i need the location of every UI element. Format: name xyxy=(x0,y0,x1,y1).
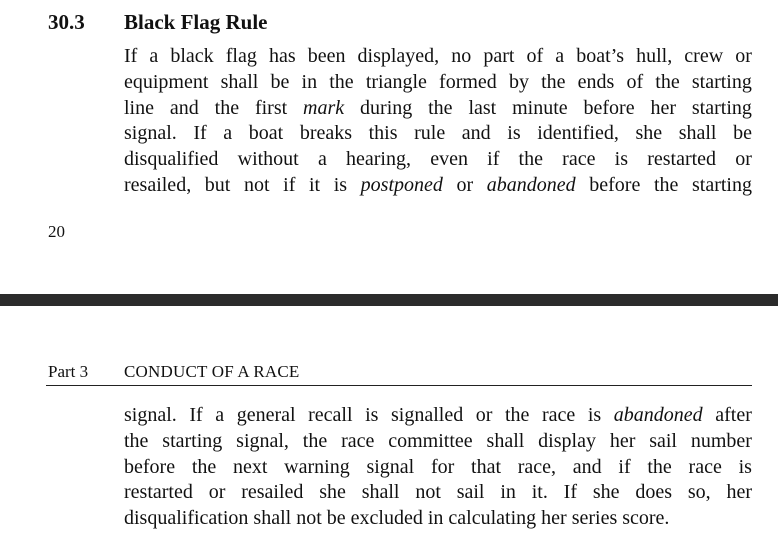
word: been xyxy=(307,45,346,67)
word: number xyxy=(690,429,752,452)
word: and xyxy=(461,122,491,145)
word: she xyxy=(319,481,346,504)
word: but xyxy=(204,173,231,196)
continuation-line xyxy=(124,506,752,532)
word: a xyxy=(317,148,327,171)
word: so, xyxy=(687,481,711,504)
word: signal. xyxy=(124,122,177,145)
word: before xyxy=(589,173,641,196)
word: score. xyxy=(622,507,670,530)
continuation-line xyxy=(124,403,752,429)
word: or xyxy=(735,148,752,171)
word: ends xyxy=(577,70,615,93)
word: after xyxy=(715,404,752,426)
word: warning xyxy=(284,455,350,478)
continuation-line xyxy=(124,455,752,481)
word: the xyxy=(329,70,354,93)
word: hearing, xyxy=(346,148,411,171)
word: be xyxy=(733,122,752,145)
word: not xyxy=(415,481,441,504)
rule-number: 30.3 xyxy=(48,10,85,34)
word: before xyxy=(124,455,176,478)
word: the xyxy=(214,96,240,119)
word: calculating xyxy=(448,507,537,530)
word: is xyxy=(507,122,521,145)
word: it. xyxy=(531,481,548,504)
italic-term: mark xyxy=(303,96,345,119)
word: part xyxy=(483,45,515,67)
word: a xyxy=(555,45,565,67)
word: resailed, xyxy=(124,173,192,196)
word: her xyxy=(541,507,567,530)
word: starting xyxy=(692,173,752,196)
word: the xyxy=(518,148,543,171)
word: during xyxy=(360,96,413,119)
word: if xyxy=(487,148,500,171)
continuation-body xyxy=(124,403,752,532)
word: the xyxy=(191,455,217,478)
word: first xyxy=(254,96,288,119)
word: this xyxy=(368,122,398,145)
word: excluded xyxy=(350,507,423,530)
word: formed xyxy=(439,70,497,93)
word: in xyxy=(427,507,444,530)
word: the xyxy=(647,455,672,478)
word: If xyxy=(189,404,203,426)
word: shall xyxy=(253,507,292,530)
word: her xyxy=(650,96,677,119)
word: starting xyxy=(162,429,223,452)
word: signal. xyxy=(124,404,177,426)
word: she xyxy=(635,122,663,145)
word: of xyxy=(626,70,644,93)
word: starting xyxy=(691,70,752,93)
word: in xyxy=(301,70,318,93)
word: shall xyxy=(361,481,400,504)
word: or xyxy=(456,173,474,196)
word: by xyxy=(508,70,529,93)
word: committee xyxy=(388,429,473,452)
running-head-title: CONDUCT OF A RACE xyxy=(124,362,300,381)
italic-term: abandoned xyxy=(613,404,703,426)
word: starting xyxy=(691,96,752,119)
word: her xyxy=(726,481,752,504)
word: flag xyxy=(225,45,257,67)
word: triangle xyxy=(365,70,427,93)
word: shall xyxy=(220,70,259,93)
word: or xyxy=(208,481,226,504)
word: restarted xyxy=(647,148,717,171)
word: the xyxy=(541,70,566,93)
running-head-part: Part 3 xyxy=(48,362,89,381)
word: race xyxy=(562,148,596,171)
word: signal, xyxy=(236,429,289,452)
word: the xyxy=(655,70,680,93)
running-head-rule xyxy=(46,385,752,386)
word: be xyxy=(270,70,290,93)
word: recall xyxy=(308,404,353,426)
word: If xyxy=(193,122,207,145)
word: resailed xyxy=(241,481,304,504)
rule-body-line xyxy=(124,173,752,199)
word: does xyxy=(635,481,672,504)
word: shall xyxy=(486,429,525,452)
word: her xyxy=(609,429,636,452)
word: is xyxy=(587,404,602,426)
word: is xyxy=(333,173,348,196)
word: if xyxy=(618,455,631,478)
word: be xyxy=(326,507,346,530)
word: If xyxy=(563,481,577,504)
continuation-line xyxy=(124,480,752,506)
word: and xyxy=(169,96,199,119)
word: hull, xyxy=(636,45,673,67)
word: last xyxy=(468,96,497,119)
word: in xyxy=(500,481,516,504)
word: of xyxy=(526,45,544,67)
word: or xyxy=(475,404,493,426)
word: a xyxy=(223,122,233,145)
word: and xyxy=(572,455,602,478)
word: the xyxy=(428,96,453,119)
rule-body-line xyxy=(124,96,752,122)
word: even xyxy=(430,148,468,171)
page-number: 20 xyxy=(48,222,65,241)
word: series xyxy=(571,507,618,530)
word: is xyxy=(365,404,379,426)
word: race xyxy=(542,404,576,426)
word: or xyxy=(735,45,752,67)
word: before xyxy=(583,96,635,119)
word: is xyxy=(614,148,628,171)
word: it xyxy=(308,173,321,196)
word: is xyxy=(738,455,752,478)
italic-term: postponed xyxy=(360,173,443,196)
word: crew xyxy=(684,45,724,67)
word: breaks xyxy=(299,122,353,145)
continuation-line xyxy=(124,429,752,455)
word: displayed, xyxy=(357,45,440,67)
word: without xyxy=(237,148,299,171)
word: general xyxy=(236,404,296,426)
page-divider xyxy=(0,294,778,306)
word: sail xyxy=(456,481,485,504)
word: line xyxy=(124,96,154,119)
word: sail xyxy=(649,429,677,452)
word: the xyxy=(653,173,679,196)
word: not xyxy=(296,507,322,530)
word: has xyxy=(268,45,296,67)
rule-body-line xyxy=(124,147,752,173)
word: equipment xyxy=(124,70,209,93)
word: a xyxy=(215,404,225,426)
word: the xyxy=(302,429,328,452)
rule-body-line xyxy=(124,70,752,96)
word: minute xyxy=(512,96,568,119)
word: the xyxy=(505,404,530,426)
word: no xyxy=(451,45,472,67)
word: disqualification xyxy=(124,507,249,530)
rule-title: Black Flag Rule xyxy=(124,10,268,34)
word: identified, xyxy=(537,122,619,145)
word: race xyxy=(341,429,375,452)
word: race xyxy=(688,455,722,478)
rule-body xyxy=(124,44,752,199)
word: signalled xyxy=(390,404,464,426)
word: boat’s xyxy=(576,45,625,67)
word: not xyxy=(243,173,270,196)
word: boat xyxy=(248,122,284,145)
word: that xyxy=(471,455,502,478)
word: if xyxy=(283,173,296,196)
word: for xyxy=(430,455,455,478)
word: signal xyxy=(366,455,415,478)
rule-body-line xyxy=(124,121,752,147)
word: race, xyxy=(517,455,557,478)
word: disqualified xyxy=(124,148,219,171)
word: display xyxy=(538,429,596,452)
word: a xyxy=(149,45,159,67)
word: she xyxy=(592,481,620,504)
word: restarted xyxy=(124,481,193,504)
word: the xyxy=(124,429,149,452)
word: next xyxy=(232,455,268,478)
word: rule xyxy=(414,122,446,145)
word: shall xyxy=(678,122,717,145)
italic-term: abandoned xyxy=(486,173,576,196)
word: If xyxy=(124,45,138,67)
word: black xyxy=(170,45,214,67)
rule-body-line xyxy=(124,44,752,70)
